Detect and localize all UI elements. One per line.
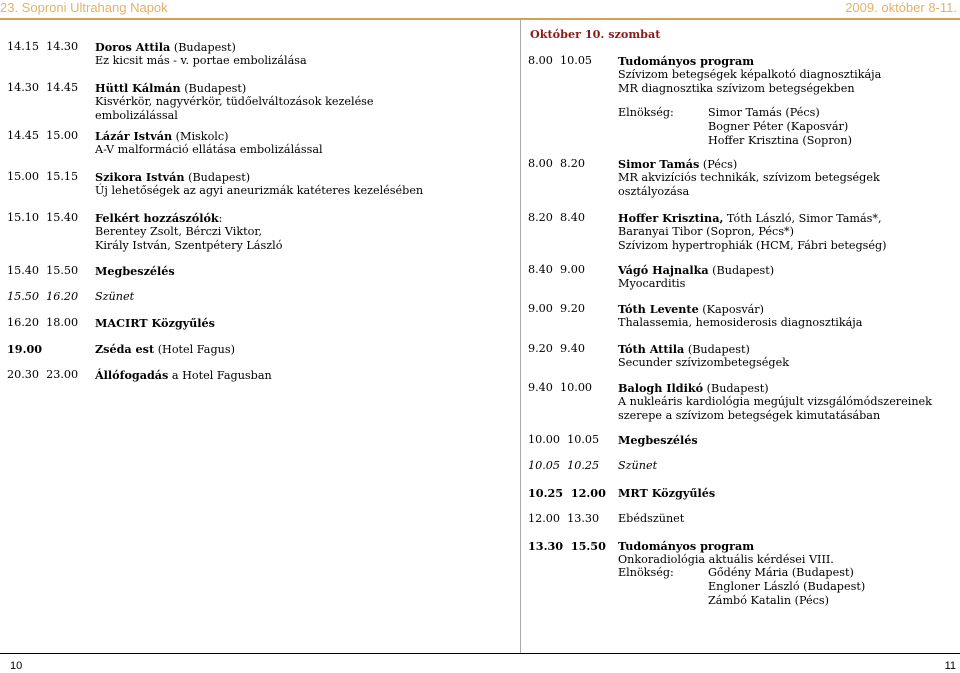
entry-time: 8.00 10.05 bbox=[528, 54, 593, 67]
entry-detail: (Pécs) bbox=[699, 158, 738, 171]
entry-time: 10.05 10.25 bbox=[528, 459, 600, 472]
entry-speaker: Simor Tamás bbox=[618, 157, 700, 171]
entry-speaker: Állófogadás bbox=[95, 368, 169, 382]
entry-time: 16.20 18.00 bbox=[7, 316, 79, 329]
entry-time: 13.30 15.50 bbox=[528, 539, 606, 553]
entry-line: Onkoradiológia aktuális kérdései VIII. bbox=[618, 553, 834, 566]
entry-detail: (Budapest) bbox=[684, 343, 750, 356]
entry-line: MR akvizíciós technikák, szívizom betegségek bbox=[618, 171, 880, 184]
entry-time: 9.20 9.40 bbox=[528, 342, 585, 355]
entry-detail: (Budapest) bbox=[170, 41, 236, 54]
entry-body bbox=[95, 40, 307, 68]
entry-line: A-V malformáció ellátása embolizálással bbox=[95, 143, 323, 156]
entry-speaker: Tudományos program bbox=[618, 54, 755, 68]
entry-time: 14.30 14.45 bbox=[7, 81, 79, 94]
entry-speaker: Tóth Attila bbox=[618, 342, 685, 356]
entry-detail: (Hotel Fagus) bbox=[154, 343, 235, 356]
entry-time: 12.00 13.30 bbox=[528, 512, 600, 525]
entry-speaker: Tóth Levente bbox=[618, 302, 699, 316]
entry-detail: (Budapest) bbox=[180, 82, 247, 95]
entry-body bbox=[618, 54, 881, 96]
entry-time: 14.15 14.30 bbox=[7, 40, 79, 53]
entry-body bbox=[618, 302, 862, 330]
entry-title bbox=[618, 157, 880, 171]
entry-detail: (Budapest) bbox=[703, 382, 769, 395]
entry-time: 10.00 10.05 bbox=[528, 433, 600, 446]
entry-line: Myocarditis bbox=[618, 277, 686, 290]
entry-time: 15.50 16.20 bbox=[7, 290, 79, 303]
entry-line: osztályozása bbox=[618, 185, 690, 198]
entry-detail: (Miskolc) bbox=[172, 130, 229, 143]
entry-time: 10.25 12.00 bbox=[528, 486, 606, 500]
entry-speaker: Megbeszélés bbox=[95, 264, 175, 278]
chair-name: Bogner Péter (Kaposvár) bbox=[708, 120, 849, 133]
entry-title bbox=[95, 40, 307, 54]
chair-label: Elnökség: bbox=[618, 106, 674, 119]
header-divider bbox=[0, 18, 960, 20]
entry-line: Szívizom betegségek képalkotó diagnosztikája bbox=[618, 68, 882, 81]
entry-line: Thalassemia, hemosiderosis diagnosztikája bbox=[618, 316, 863, 329]
footer-divider bbox=[0, 653, 960, 654]
entry-title bbox=[95, 129, 323, 143]
day-heading: Október 10. szombat bbox=[530, 27, 661, 41]
entry-title bbox=[95, 290, 134, 304]
entry-title bbox=[618, 302, 862, 316]
entry-line: Kisvérkör, nagyvérkör, tüdőelváltozások kezelése bbox=[95, 95, 374, 108]
entry-speaker: Doros Attila bbox=[95, 40, 171, 54]
header-left-title: 23. Soproni Ultrahang Napok bbox=[0, 0, 168, 15]
entry-time: 15.40 15.50 bbox=[7, 264, 79, 277]
entry-time: 20.30 23.00 bbox=[7, 368, 79, 381]
entry-title bbox=[95, 170, 423, 184]
entry-title bbox=[95, 342, 235, 356]
entry-body bbox=[618, 459, 657, 473]
header-right-date: 2009. október 8-11. bbox=[845, 0, 957, 15]
entry-body bbox=[95, 290, 134, 304]
entry-body bbox=[95, 342, 235, 356]
entry-line: Secunder szívizombetegségek bbox=[618, 356, 789, 369]
entry-speaker: Hoffer Krisztina, bbox=[618, 211, 724, 225]
entry-title bbox=[95, 211, 282, 225]
entry-body bbox=[618, 486, 715, 500]
entry-time: 15.10 15.40 bbox=[7, 211, 79, 224]
entry-line: Ez kicsit más - v. portae embolizálása bbox=[95, 54, 307, 67]
entry-title bbox=[618, 486, 715, 500]
chair-name: Gődény Mária (Budapest) bbox=[708, 566, 854, 579]
chair-name: Simor Tamás (Pécs) bbox=[708, 106, 820, 119]
chair-label: Elnökség: bbox=[618, 566, 674, 579]
entry-speaker: Zséda est bbox=[95, 342, 155, 356]
entry-body bbox=[618, 157, 880, 199]
entry-line: Szívizom hypertrophiák (HCM, Fábri betegség) bbox=[618, 239, 887, 252]
entry-body bbox=[618, 512, 684, 526]
entry-line: Új lehetőségek az agyi aneurizmák katéteres kezelésében bbox=[95, 184, 424, 197]
chair-row bbox=[618, 566, 865, 580]
entry-body bbox=[618, 381, 932, 423]
entry-time: 19.00 bbox=[7, 342, 46, 356]
entry-title bbox=[618, 433, 698, 447]
entry-line: Baranyai Tibor (Sopron, Pécs*) bbox=[618, 225, 795, 238]
entry-detail: (Budapest) bbox=[184, 171, 251, 184]
entry-line: embolizálással bbox=[95, 109, 178, 122]
chair-row bbox=[618, 580, 865, 594]
entry-title bbox=[618, 211, 887, 225]
entry-title bbox=[618, 263, 774, 277]
entry-body bbox=[95, 81, 374, 123]
entry-title bbox=[95, 316, 215, 330]
chair-row bbox=[618, 120, 852, 134]
entry-detail: (Kaposvár) bbox=[698, 303, 765, 316]
entry-time: 8.20 8.40 bbox=[528, 211, 585, 224]
entry-title bbox=[618, 512, 684, 526]
entry-time: 8.40 9.00 bbox=[528, 263, 585, 276]
chair-row bbox=[618, 134, 852, 148]
chair-block bbox=[618, 566, 865, 608]
entry-title bbox=[95, 368, 272, 382]
chair-block bbox=[618, 106, 852, 148]
entry-line: A nukleáris kardiológia megújult vizsgálómódszereinek bbox=[618, 395, 932, 408]
chair-name: Hoffer Krisztina (Sopron) bbox=[708, 134, 852, 147]
entry-body bbox=[95, 170, 423, 198]
entry-speaker: Lázár István bbox=[95, 129, 173, 143]
entry-body bbox=[95, 264, 175, 278]
entry-speaker: MRT Közgyűlés bbox=[618, 486, 716, 500]
entry-speaker: Balogh Ildikó bbox=[618, 381, 704, 395]
entry-detail: (Budapest) bbox=[708, 264, 775, 277]
entry-body bbox=[95, 211, 282, 253]
chair-name: Engloner László (Budapest) bbox=[708, 580, 866, 593]
entry-time: 9.00 9.20 bbox=[528, 302, 585, 315]
entry-detail: : bbox=[218, 212, 223, 225]
entry-speaker: Hüttl Kálmán bbox=[95, 81, 181, 95]
entry-time: 15.00 15.15 bbox=[7, 170, 79, 183]
entry-detail: Ebédszünet bbox=[618, 512, 685, 525]
entry-detail: Tóth László, Simor Tamás*, bbox=[723, 212, 882, 225]
entry-title bbox=[618, 342, 789, 356]
entry-title bbox=[618, 459, 657, 473]
page-number-left: 10 bbox=[10, 660, 23, 672]
entry-body bbox=[618, 211, 887, 253]
page-number-right: 11 bbox=[944, 660, 956, 672]
entry-speaker: Felkért hozzászólók bbox=[95, 211, 219, 225]
entry-body bbox=[618, 263, 774, 291]
entry-body bbox=[618, 342, 789, 370]
entry-speaker: Tudományos program bbox=[618, 539, 755, 553]
entry-title bbox=[618, 539, 834, 553]
page-spread-divider bbox=[520, 20, 521, 654]
entry-line: Berentey Zsolt, Bérczi Viktor, bbox=[95, 225, 263, 238]
entry-line: szerepe a szívizom betegségek kimutatásában bbox=[618, 409, 881, 422]
entry-speaker: Megbeszélés bbox=[618, 433, 698, 447]
chair-name: Zámbó Katalin (Pécs) bbox=[708, 594, 829, 607]
entry-title bbox=[95, 264, 175, 278]
entry-body bbox=[618, 539, 834, 567]
entry-detail: Szünet bbox=[618, 459, 658, 472]
entry-speaker: Vágó Hajnalka bbox=[618, 263, 709, 277]
entry-detail: a Hotel Fagusban bbox=[168, 369, 272, 382]
entry-line: Király István, Szentpétery László bbox=[95, 239, 283, 252]
entry-speaker: MACIRT Közgyűlés bbox=[95, 316, 215, 330]
entry-body bbox=[95, 316, 215, 330]
entry-speaker: Szikora István bbox=[95, 170, 185, 184]
chair-row bbox=[618, 106, 852, 120]
entry-time: 8.00 8.20 bbox=[528, 157, 585, 170]
entry-body bbox=[618, 433, 698, 447]
entry-title bbox=[618, 381, 932, 395]
entry-body bbox=[95, 368, 272, 382]
entry-detail: Szünet bbox=[95, 290, 135, 303]
entry-title bbox=[618, 54, 881, 68]
entry-body bbox=[95, 129, 323, 157]
chair-row bbox=[618, 594, 865, 608]
entry-title bbox=[95, 81, 374, 95]
entry-line: MR diagnosztika szívizom betegségekben bbox=[618, 82, 855, 95]
entry-time: 14.45 15.00 bbox=[7, 129, 79, 142]
entry-time: 9.40 10.00 bbox=[528, 381, 593, 394]
